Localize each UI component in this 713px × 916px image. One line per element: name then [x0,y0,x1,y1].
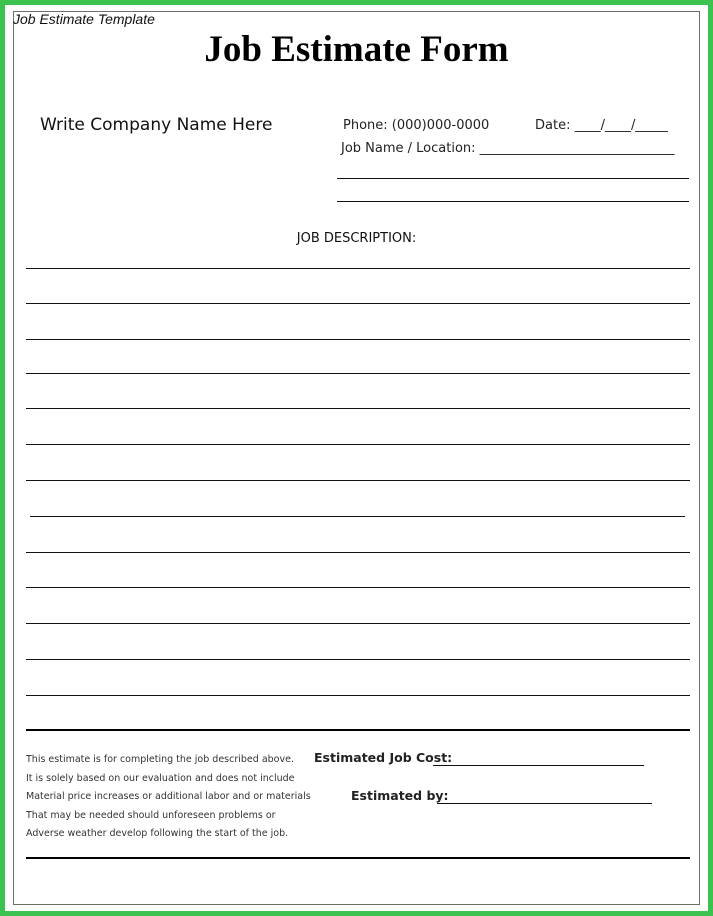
description-line-12[interactable] [26,659,690,660]
company-name-placeholder[interactable]: Write Company Name Here [40,115,273,135]
estimated-job-cost-line[interactable] [433,765,644,766]
footer-divider [26,857,690,859]
description-line-5[interactable] [26,408,690,409]
description-line-8[interactable] [30,516,685,517]
description-line-1[interactable] [26,268,690,269]
location-line-2[interactable] [337,178,689,179]
phone-field-label[interactable]: Phone: (000)000-0000 [343,118,490,133]
description-line-13[interactable] [26,695,690,696]
description-line-4[interactable] [26,373,690,374]
estimated-by-label: Estimated by: [351,788,449,803]
description-line-2[interactable] [26,303,690,304]
disclaimer-line: That may be needed should unforeseen problems or [26,809,276,821]
template-label: Job Estimate Template [13,11,155,27]
estimated-job-cost-label: Estimated Job Cost: [314,750,453,765]
description-section-divider [26,729,690,731]
description-line-7[interactable] [26,480,690,481]
estimate-disclaimer [26,751,311,844]
description-line-9[interactable] [26,552,690,553]
job-description-heading: JOB DESCRIPTION: [296,231,417,246]
description-line-10[interactable] [26,587,690,588]
disclaimer-line: This estimate is for completing the job described above. [26,754,294,765]
job-name-location-field[interactable]: Job Name / Location: ______________________________ [341,141,675,156]
form-title: Job Estimate Form [204,29,509,70]
description-line-11[interactable] [26,623,690,624]
location-line-3[interactable] [337,201,689,202]
description-line-6[interactable] [26,444,690,445]
description-line-3[interactable] [26,339,690,340]
disclaimer-line: Material price increases or additional labor and or materials [26,791,311,803]
disclaimer-line: Adverse weather develop following the start of the job. [26,828,289,840]
date-field-label[interactable]: Date: ____/____/_____ [535,118,668,133]
estimated-by-line[interactable] [437,803,652,804]
disclaimer-line: It is solely based on our evaluation and does not include [26,772,295,784]
